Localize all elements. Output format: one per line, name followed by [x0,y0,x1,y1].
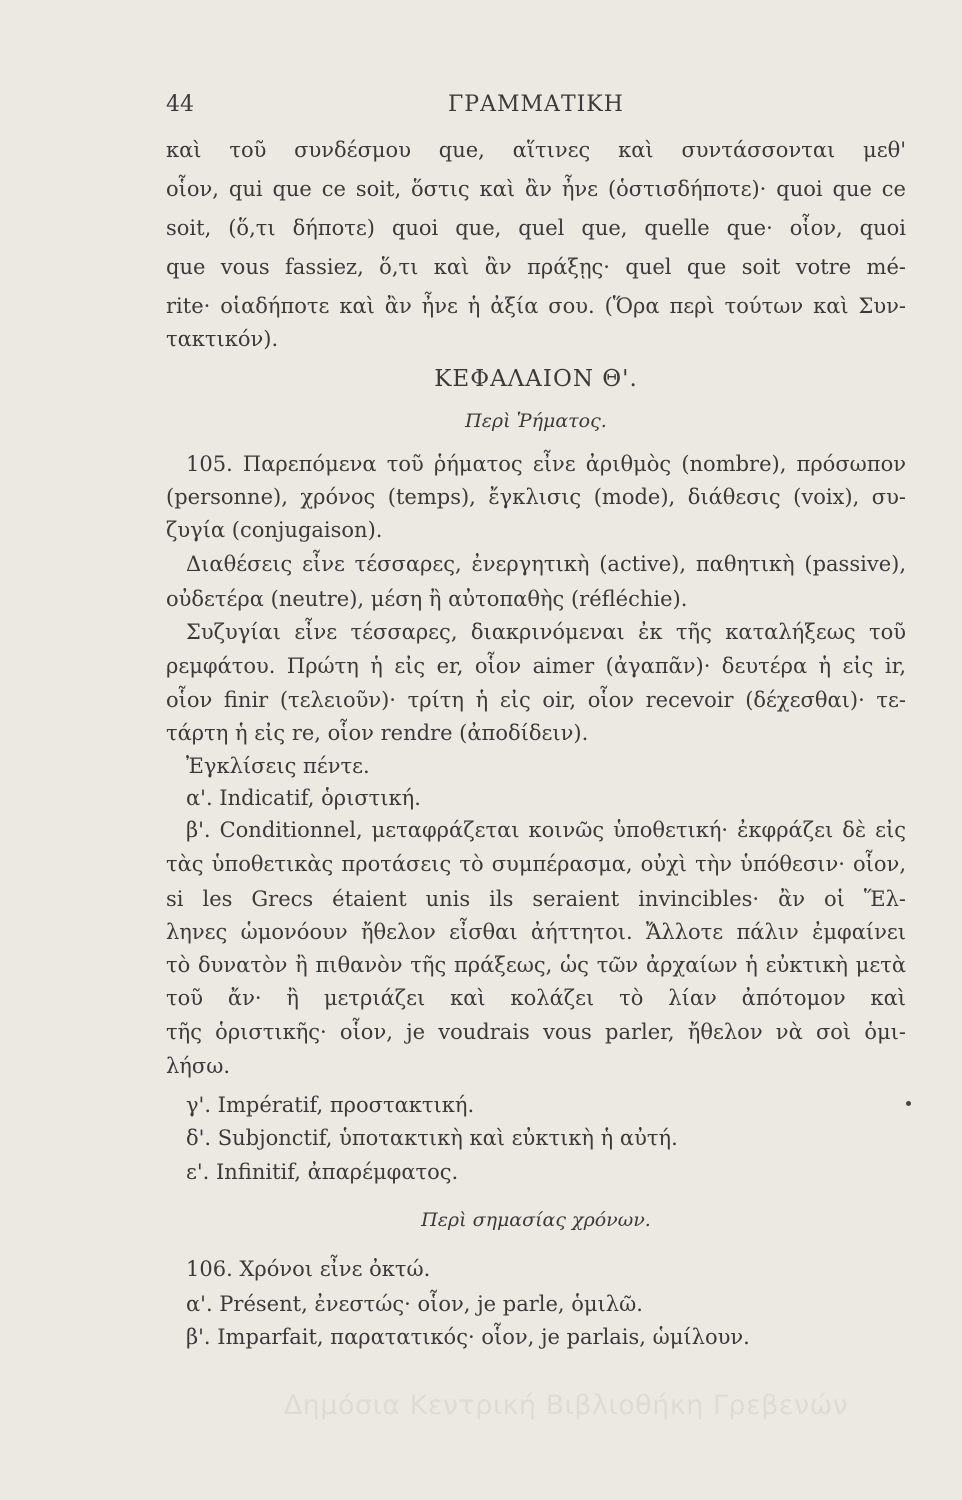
text-line: ληνες ὡμονόουν ἤθελον εἶσθαι ἀήττητοι. Ἄλλοτε πάλιν ἐμφαίνει [166,920,906,944]
text-line: ρεμφάτου. Πρώτη ἡ εἰς er, οἷον aimer (ἀγαπᾶν)· δευτέρα ἡ εἰς ir, [166,654,906,678]
page-number: 44 [166,92,194,117]
library-watermark: Δημόσια Κεντρική Βιβλιοθήκη Γρεβενών [283,1390,849,1421]
text-line: que vous fassiez, ὅ,τι καὶ ἂν πράξῃς· quel que soit votre mé- [166,255,906,279]
text-line: Διαθέσεις εἶνε τέσσαρες, ἐνεργητικὴ (active), παθητικὴ (passive), [186,552,906,576]
section-heading: Περὶ σημασίας χρόνων. [421,1209,651,1231]
text-line: 106. Χρόνοι εἶνε ὀκτώ. [186,1257,431,1281]
text-line: καὶ τοῦ συνδέσμου que, αἵτινες καὶ συντάσσονται μεθ' [166,138,906,162]
page-header [166,92,906,122]
text-line: οὐδετέρα (neutre), μέση ἢ αὐτοπαθὴς (réfléchie). [166,587,688,611]
text-line: τὰς ὑποθετικὰς προτάσεις τὸ συμπέρασμα, οὐχὶ τὴν ὑπόθεσιν· οἷον, [166,852,906,876]
running-title: ΓΡΑΜΜΑΤΙΚΗ [448,92,624,117]
text-line: Συζυγίαι εἶνε τέσσαρες, διακρινόμεναι ἐκ τῆς καταλήξεως τοῦ [186,620,906,644]
text-line: ζυγία (conjugaison). [166,518,383,542]
chapter-heading: ΚΕΦΑΛΑΙΟΝ Θ'. [434,366,638,392]
list-item: α'. Indicatif, ὁριστική. [186,786,421,810]
text-line: λήσω. [166,1054,231,1078]
text-line: τὸ δυνατὸν ἢ πιθανὸν τῆς πράξεως, ὡς τῶν ἀρχαίων ἡ εὐκτικὴ μετὰ [166,953,906,977]
list-item: β'. Imparfait, παρατατικός· οἷον, je parlais, ὡμίλουν. [186,1325,750,1349]
list-item: β'. Conditionnel, μεταφράζεται κοινῶς ὑποθετική· ἐκφράζει δὲ εἰς [186,818,906,842]
stray-dot [906,1101,911,1106]
text-line: οἷον finir (τελειοῦν)· τρίτη ἡ εἰς oir, οἷον recevoir (δέχεσθαι)· τε- [166,688,906,712]
text-line: si les Grecs étaient unis ils seraient invincibles· ἂν οἱ Ἕλ- [166,887,906,911]
text-line: (personne), χρόνος (temps), ἔγκλισις (mode), διάθεσις (voix), συ- [166,485,906,509]
text-line: οἷον, qui que ce soit, ὅστις καὶ ἂν ἦνε (ὁστισδήποτε)· quoi que ce [166,177,906,201]
list-item: α'. Présent, ἐνεστώς· οἷον, je parle, ὁμιλῶ. [186,1292,643,1316]
section-heading: Περὶ Ῥήματος. [465,410,607,432]
text-line: τῆς ὁριστικῆς· οἷον, je voudrais vous parler, ἤθελον νὰ σοὶ ὁμι- [166,1020,906,1044]
list-item: ε'. Infinitif, ἀπαρέμφατος. [186,1160,459,1184]
text-line: τακτικόν). [166,327,279,351]
text-line: Ἐγκλίσεις πέντε. [186,754,370,778]
list-item: δ'. Subjonctif, ὑποτακτικὴ καὶ εὐκτικὴ ἡ αὐτή. [186,1126,678,1150]
text-line: τάρτη ἡ εἰς re, οἷον rendre (ἀποδίδειν). [166,721,589,745]
text-line: rite· οἱαδήποτε καὶ ἂν ἦνε ἡ ἀξία σου. (Ὅρα περὶ τούτων καὶ Συν- [166,294,906,318]
text-line: 105. Παρεπόμενα τοῦ ῥήματος εἶνε ἀριθμὸς (nombre), πρόσωπον [186,452,906,476]
text-line: soit, (ὅ,τι δήποτε) quoi que, quel que, quelle que· οἷον, quoi [166,216,906,240]
text-line: τοῦ ἄν· ἢ μετριάζει καὶ κολάζει τὸ λίαν ἀπότομον καὶ [166,986,906,1010]
list-item: γ'. Impératif, προστακτική. [186,1093,475,1117]
